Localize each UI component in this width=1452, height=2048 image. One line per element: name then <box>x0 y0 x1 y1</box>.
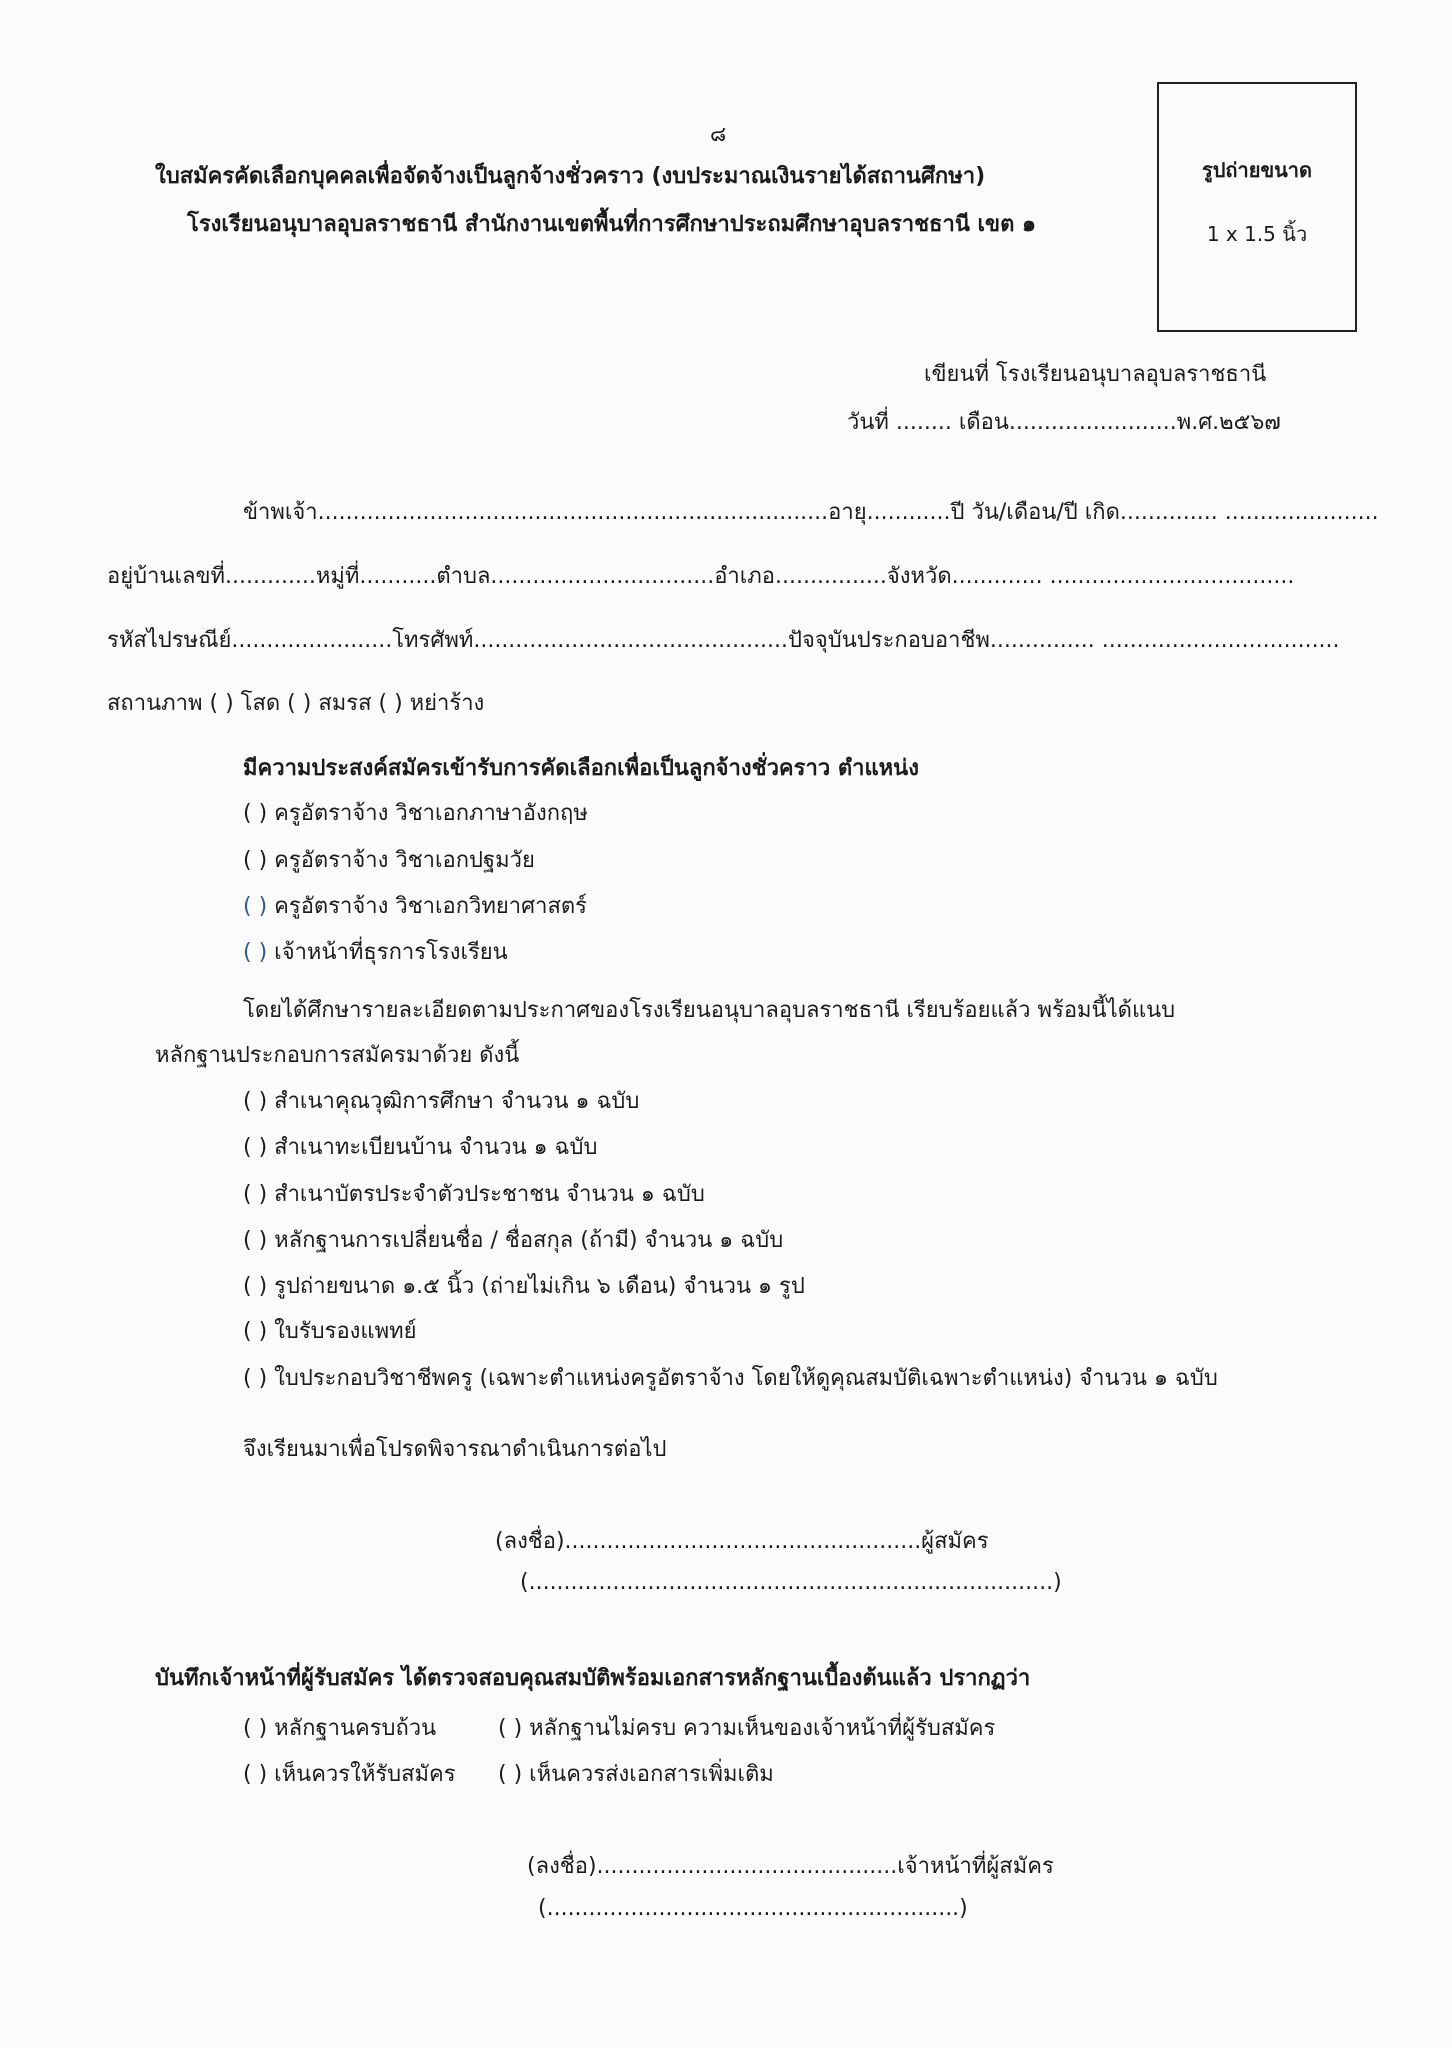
position-label: ครูอัตราจ้าง วิชาเอกวิทยาศาสตร์ <box>274 894 587 919</box>
document-item[interactable]: ( ) รูปถ่ายขนาด ๑.๕ นิ้ว (ถ่ายไม่เกิน ๖ เดือน) จำนวน ๑ รูป <box>243 1274 805 1299</box>
applicant-signature-line[interactable]: (ลงชื่อ)...................................................ผู้สมัคร <box>495 1529 989 1554</box>
marital-status-options[interactable]: สถานภาพ ( ) โสด ( ) สมรส ( ) หย่าร้าง <box>107 691 485 716</box>
closing-statement: จึงเรียนมาเพื่อโปรดพิจารณาดำเนินการต่อไป <box>243 1437 667 1462</box>
photo-size-label: รูปถ่ายขนาด <box>1201 158 1313 182</box>
checkbox[interactable]: ( ) <box>243 894 268 919</box>
checkbox[interactable]: ( ) <box>243 801 268 826</box>
checkbox[interactable]: ( ) <box>243 848 268 873</box>
photo-size-dimensions: 1 x 1.5 นิ้ว <box>1206 222 1308 246</box>
position-label: เจ้าหน้าที่ธุรการโรงเรียน <box>274 940 508 965</box>
officer-record-heading: บันทึกเจ้าหน้าที่ผู้รับสมัคร ได้ตรวจสอบคุณสมบัติพร้อมเอกสารหลักฐานเบื้องต้นแล้ว ปรากฏว่า <box>155 1666 1031 1691</box>
applicant-printed-name-line[interactable]: (...........................................................................) <box>520 1570 1062 1595</box>
officer-printed-name-line[interactable]: (...........................................................) <box>538 1896 968 1921</box>
position-label: ครูอัตราจ้าง วิชาเอกภาษาอังกฤษ <box>274 801 588 826</box>
position-option-science[interactable] <box>243 888 587 923</box>
document-item[interactable]: ( ) ใบประกอบวิชาชีพครู (เฉพาะตำแหน่งครูอัตราจ้าง โดยให้ดูคุณสมบัติเฉพาะตำแหน่ง) จำนวน ๑ ฉบับ <box>243 1366 1218 1391</box>
position-option-english[interactable] <box>243 795 588 830</box>
checkbox[interactable]: ( ) <box>243 940 268 965</box>
document-item[interactable]: ( ) ใบรับรองแพทย์ <box>243 1319 417 1344</box>
page-number: ๘ <box>710 122 727 146</box>
position-option-early-childhood[interactable] <box>243 842 535 877</box>
applicant-address-field[interactable]: อยู่บ้านเลขที่.............หมู่ที่...........ตำบล................................อำเภอ................จังหวัด............. ................................... <box>107 564 1295 589</box>
position-heading: มีความประสงค์สมัครเข้ารับการคัดเลือกเพื่อเป็นลูกจ้างชั่วคราว ตำแหน่ง <box>243 756 919 781</box>
position-option-admin-staff[interactable] <box>243 934 508 969</box>
documents-intro-line2: หลักฐานประกอบการสมัครมาด้วย ดังนี้ <box>155 1043 520 1068</box>
document-item[interactable]: ( ) หลักฐานการเปลี่ยนชื่อ / ชื่อสกุล (ถ้ามี) จำนวน ๑ ฉบับ <box>243 1228 784 1253</box>
officer-signature-line[interactable]: (ลงชื่อ)...........................................เจ้าหน้าที่ผู้สมัคร <box>527 1854 1054 1879</box>
form-subtitle-school: โรงเรียนอนุบาลอุบลราชธานี สำนักงานเขตพื้นที่การศึกษาประถมศึกษาอุบลราชธานี เขต ๑ <box>187 212 1036 237</box>
written-at-line: เขียนที่ โรงเรียนอนุบาลอุบลราชธานี <box>924 362 1267 387</box>
officer-option-accept[interactable]: ( ) เห็นควรให้รับสมัคร <box>243 1762 456 1787</box>
photo-placeholder-box <box>1157 82 1357 332</box>
document-item[interactable]: ( ) สำเนาทะเบียนบ้าน จำนวน ๑ ฉบับ <box>243 1135 598 1160</box>
form-title: ใบสมัครคัดเลือกบุคคลเพื่อจัดจ้างเป็นลูกจ้างชั่วคราว (งบประมาณเงินรายได้สถานศึกษา) <box>155 164 986 189</box>
officer-option-incomplete[interactable]: ( ) หลักฐานไม่ครบ ความเห็นของเจ้าหน้าที่ผู้รับสมัคร <box>498 1716 996 1741</box>
officer-option-more-documents[interactable]: ( ) เห็นควรส่งเอกสารเพิ่มเติม <box>498 1762 774 1787</box>
document-item[interactable]: ( ) สำเนาคุณวุฒิการศึกษา จำนวน ๑ ฉบับ <box>243 1089 640 1114</box>
documents-intro-line1: โดยได้ศึกษารายละเอียดตามประกาศของโรงเรียนอนุบาลอุบลราชธานี เรียบร้อยแล้ว พร้อมนี้ได้แนบ <box>243 998 1176 1023</box>
applicant-contact-field[interactable]: รหัสไปรษณีย์.......................โทรศัพท์.............................................ปัจจุบันประกอบอาชีพ............... .................................. <box>107 628 1340 653</box>
officer-option-complete[interactable]: ( ) หลักฐานครบถ้วน <box>243 1716 437 1741</box>
applicant-name-age-field[interactable]: ข้าพเจ้า.........................................................................อายุ............ปี วัน/เดือน/ปี เกิด.............. ...................... <box>243 500 1379 525</box>
position-label: ครูอัตราจ้าง วิชาเอกปฐมวัย <box>274 848 535 873</box>
document-item[interactable]: ( ) สำเนาบัตรประจำตัวประชาชน จำนวน ๑ ฉบับ <box>243 1182 705 1207</box>
date-line: วันที่ ........ เดือน........................พ.ศ.๒๕๖๗ <box>847 410 1281 435</box>
